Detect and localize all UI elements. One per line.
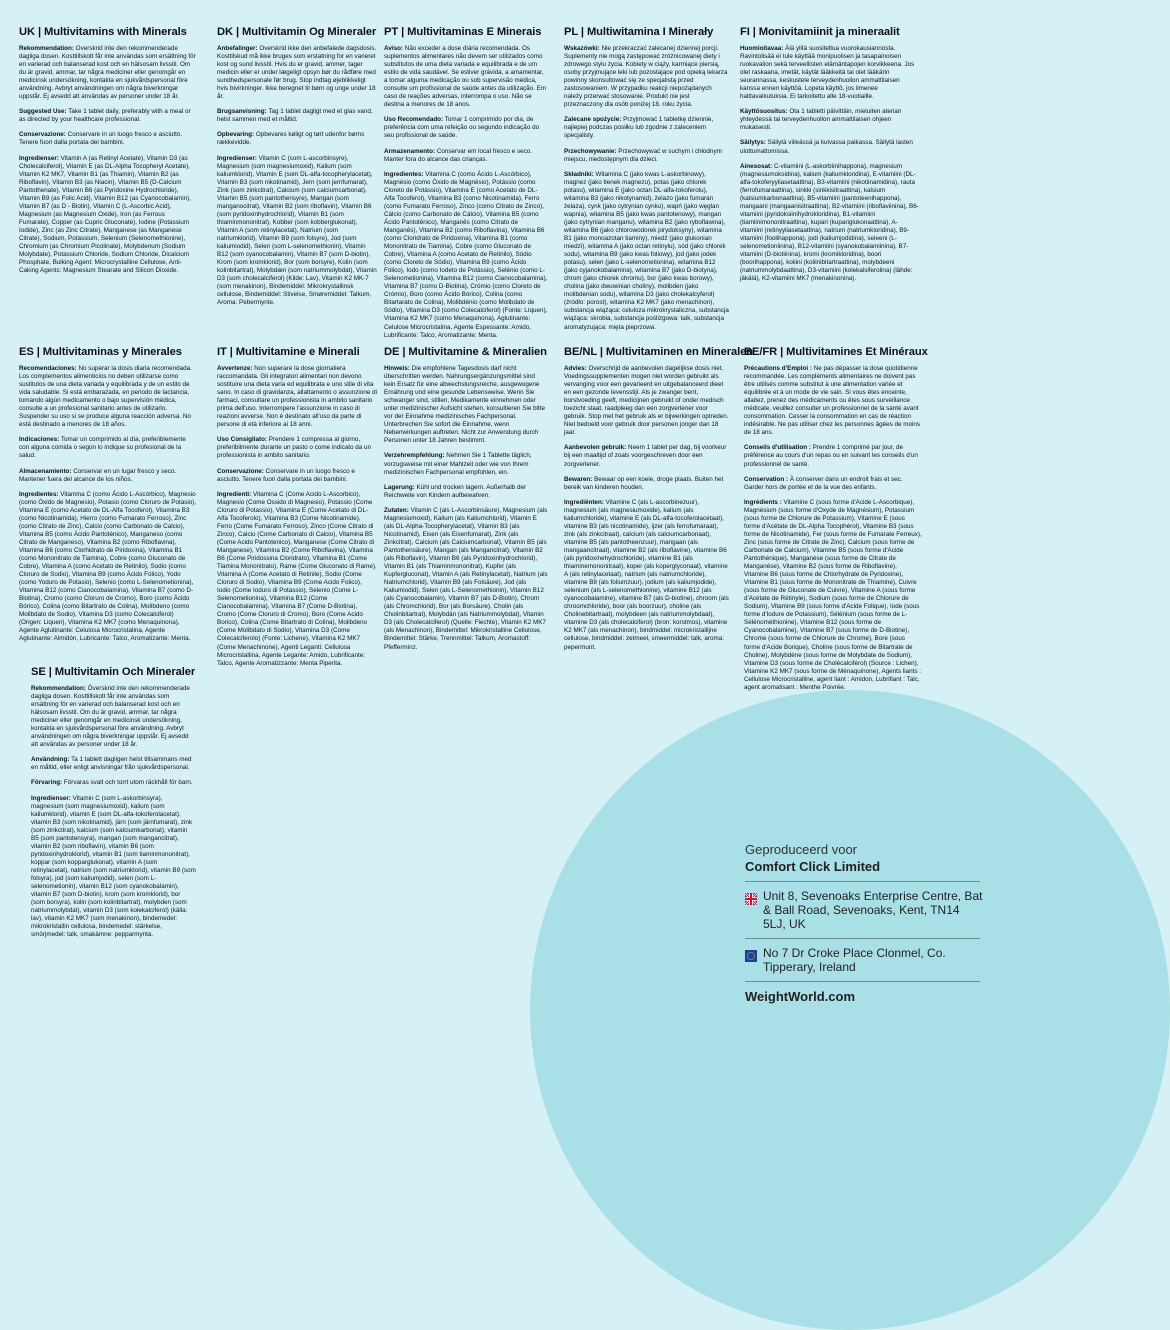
divider: [745, 881, 980, 882]
block-pt: [384, 26, 548, 346]
block-paragraph: Förvaring: Förvaras svalt och torrt utom räckhåll för barn.: [31, 779, 193, 787]
block-heading: BE/FR | Multivitamines Et Minéraux: [744, 346, 928, 358]
block-it: [217, 346, 377, 671]
block-paragraph: Suggested Use: Take 1 tablet daily, preferably with a meal or as directed by your healthcare professional.: [19, 108, 191, 124]
block-heading: SE | Multivitamin Och Mineraler: [31, 666, 196, 678]
block-paragraph: Ingredienser: Vitamin C (som L-ascorbinsyre), Magnesium (som magnesiumoxid), Kalium (som kaliumklorid), Vitamin E (som DL-alfa-tocopherylacetat), Vitamin B3 (som nikotinamid), Jern (som jernfumarat), Zink (som zinkcitrat), Calcium (som calciumcarbonat), Vitamin B5 (som pantothensyre), Mangan (som manganocitrat), Vitamin B2 (som riboflavin), Vitamin B6 (som pyridoxinhydrochlorid), Vitamin B1 (som thiaminmononitrat), Kobber (som kobberglukonat), Vitamin A (som retinylacetat), Natrium (som natriumklorid), Vitamin B9 (som folsyre), Jod (som kaliumiodid), Selen (som L-selenomethionin), Vitamin B12 (som cyanocobalamin), Vitamin B7 (som D-biotin), Krom (som kromklorid), Bor (som borsyre), Kolin (som kolinbitartrat), Molybdæn (som natriummolybdat), Vitamin D3 (som cholecalciferol) (Kilde: Lav), Vitamin K2 MK-7 (som menakinon), Bindemiddel: Mikrokrystallinsk cellulose, Bindemiddel: Stivelse, Smøremiddel: Talkum, Aroma: Pebermynte.: [217, 154, 377, 307]
website: WeightWorld.com: [745, 989, 856, 1004]
block-uk: [19, 26, 197, 346]
block-paragraph: Ainesosat: C-vitamiini (L-askorbiinihappona), magnesium (magnesiumoksidina), kalium (kaliumkloridina), E-vitamiini (DL-alfa-tokoferyyliasetaattina), B3-vitamiini (nikotiinamidina), rauta (ferrofumaraattina), sinkki (sinkkisitraattina), kalsium (kalsiumkarbonaattina), B5-vitamiini (pantoteenihappona), mangaani (mangaanisitraattina), B2-vitamiini (riboflaviinina), B6-vitamiini (pyridoksiinihydrokloridina), B1-vitamiini (tiamiinimononitraattina), kupari (kupariglukonaattina), A-vitamiini (retinyyliasetaattina), natrium (natriumkloridina), B9-vitamiini (foolihappona), jodi (kaliumjodidina), seleeni (L-selenometioniinina), B12-vitamiini (syanokobalamiinina), B7-vitamiini (D-biotiinina), kromi (kromikloridina), boori (boorihappona), koliini (koliinibitartraattina), molybdeeni (natriummolybdaattina), D3-vitamiini (kolekalsiferolina) (lähde: jäkälä), K2-vitamiini MK7 (menakinonina).: [740, 162, 919, 283]
block-heading: UK | Multivitamins with Minerals: [19, 26, 187, 38]
manufacturer-footer: [745, 842, 985, 1004]
block-paragraph: Ingredienti: Vitamina C (Come Acido L-Ascorbico), Magnesio (Come Ossido di Magnesio), Potassio (Come Cloruro di Potassio), Vitamina E (Come Acetato di DL-Alfa Tocoferolo), Vitamina B3 (Come Nicotinamide), Ferro (Come Fumarato Ferroso), Zinco (Come Citrato di Zinco), Calcio (Come Carbonato di Calcio), Vitamina B5 (Come Acido Pantotenico), Manganese (Come Citrato di Manganese), Vitamina B2 (Come Riboflavina), Vitamina B6 (Come Piridossina Cloridrato), Vitamina B1 (Come Tiamina Mononitrato), Rame (Come Gluconato di Rame), Vitamina A (Come Acetato di Retinile), Sodio (Come Cloruro di Sodio), Vitamina B9 (Come Acido Folico), Iodio (Come Ioduro di Potassio), Selenio (Come L-Selenometionina), Vitamina B12 (Come Cianocobalamina), Vitamina B7 (Come D-Biotina), Cromo (Come Cloruro di Cromo), Boro (Come Acido Borico), Colina (Come Bitartrato di Colina), Molibdeno (Come Molibdato di Sodio), Vitamina D3 (Come Colecalciferolo) (Fonte: Lichene), Vitamina K2 MK7 (Come Menachinone), Agenti Leganti: Cellulosa Microcristallina, Agente Legante: Amido, Lubrificante: Talco, Agente Aromatizzante: Menta Piperita.: [217, 490, 377, 667]
block-paragraph: Opbevaring: Opbevares køligt og tørt udenfor børns rækkevidde.: [217, 131, 365, 147]
block-paragraph: Zalecane spożycie: Przyjmować 1 tabletkę dziennie, najlepiej podczas posiłku lub zgodnie z zaleceniem specjalisty.: [564, 116, 714, 140]
block-paragraph: Ingrediënten: Vitamine C (als L-ascorbinezuur), magnesium (als magnesiumoxide), kalium (als kaliumchloride), vitamine E (als DL-alfa-tocoferolacetaat), vitamine B3 (als nicotinamide), ijzer (als ferrofumaraat), zink (als zinkcitraat), calcium (als calciumcarbonaat), vitamine B5 (als pantotheenzuur), mangaan (als mangaancitraat), vitamine B2 (als riboflavine), vitamine B6 (als pyridoxinehydrochloride), vitamine B1 (als thiaminemononitraat), koper (als koperglyconaat), vitamine A (als retinylacetaat), natrium (als natriumchloride), vitamine B9 (als foliumzuur), jodium (als kaliumjodide), selenium (als L-selenomethionine), vitamine B12 (als cyanocobalamine), vitamine B7 (als D-biotine), chroom (als chroomchloride), boor (als boorzuur), choline (als Cholinebitartraat), molybdeen (als natriummolybdaat), vitamine D3 (als cholecalciferol) (bron: korstmos), vitamine K2 MK7 (als menachinon), bindmiddel: microkristallijne cellulose, bindmiddel: zetmeel, smeermiddel: talk, aroma: pepermunt.: [564, 498, 729, 651]
block-paragraph: Aviso: Não exceder a dose diária recomendada. Os suplementos alimentares não devem ser utilizados como substitutos de uma dieta variada e equilibrada e de um estilo de vida saudável. Se estiver grávida, a amamentar, a tomar alguma medicação ou sob supervisão médica, consulte um profissional de saúde antes da utilização. Em caso de reações adversas, interrompa o uso. Não se destina a menores de 18 anos.: [384, 45, 547, 109]
block-es: [19, 346, 197, 666]
block-fi: [740, 26, 920, 346]
block-paragraph: Uso Consigliato: Prendere 1 compressa al giorno, preferibilmente durante un pasto o come indicato da un professionista in ambito sanitario.: [217, 436, 372, 460]
block-paragraph: Lagerung: Kühl und trocken lagern. Außerhalb der Reichweite von Kindern aufbewahren.: [384, 483, 527, 499]
block-paragraph: Conseils d'utilisation : Prendre 1 comprimé par jour, de préférence au cours d'un repas ou en suivant les conseils d'un professionnel de santé.: [744, 444, 918, 468]
block-paragraph: Säilytys: Säilytä viileässä ja kuivassa paikassa. Säilytä lasten ulottumattomissa.: [740, 139, 913, 155]
block-paragraph: Ingredienser: Vitamin A (as Retinyl Acetate), Vitamin D3 (as Cholecalciferol), Vitamin E (as DL-Alpha Tocopheryl Acetate), Vitamin K2 MK7, Vitamin B1 (as Thiamin), Vitamin B2 (as Riboflavin), Vitamin B3 (as Niacin), Vitamin B5 (D-Calcium Pantothenate), Vitamin B6 (as Pyridoxine Hydrochloride), Vitamin B9 (as Folic Acid), Vitamin B12 (as Cyanocobalamin), Vitamin B7 (as D - Biotin), Vitamin C (L-Ascorbic Acid), Magnesium (as Magnesium Oxide), Iron (as Ferrous Fumarate), Copper (as Cupric Gluconate), Iodine (Potassium Iodide), Zinc (as Zinc Citrate), Manganese (as Manganese Citrate), Sodium, Potassium, Selenium (Selenomethionine), Chromium (as Chromium Picolinate), Molybdenum (Sodium Molybdate), Potassium Chloride, Sodium Chloride, Dicalcium Phosphate, Bulking Agent: Microcrystalline Cellulose, Anti-Caking Agents: Magnesium Stearate and Silicon Dioxide.: [19, 154, 191, 275]
block-paragraph: Hinweis: Die empfohlene Tagesdosis darf nicht überschritten werden. Nahrungsergänzungsmittel sind kein Ersatz für eine abwechslungsreiche, ausgewogene Ernährung und eine gesunde Lebensweise. Wenn Sie schwanger sind, stillen, Medikamente einnehmen oder unter medizinischer Aufsicht stehen, konsultieren Sie bitte vor der Einnahme medizinisches Fachpersonal. Unterbrechen Sie sofort die Einnahme, wenn Nebenwirkungen auftreten. Nicht zur Anwendung durch Personen unter 18 Jahren bestimmt.: [384, 365, 546, 445]
block-se: [31, 666, 196, 991]
block-be-fr: [744, 346, 928, 711]
block-heading: PL | Multiwitamina I Minerały: [564, 26, 714, 38]
uk-address: Unit 8, Sevenoaks Enterprise Centre, Bat & Ball Road, Sevenoaks, Kent, TN14 5LJ, UK: [763, 889, 983, 931]
block-heading: ES | Multivitaminas y Minerales: [19, 346, 182, 358]
eu-flag-icon: [745, 949, 757, 961]
block-heading: DE | Multivitamine & Mineralien: [384, 346, 547, 358]
block-paragraph: Avvertenze: Non superare la dose giornaliera raccomandata. Gli integratori alimentari non devono sostituire una dieta varia ed equilibrata e uno stile di vita sano. In caso di gravidanza, allattamento o assunzione di farmaci, consultare un professionista in ambito sanitario prima dell'uso. Interrompere l'assunzione in caso di reazioni avverse. Non è destinato all'uso da parte di persone di età inferiore ai 18 anni.: [217, 365, 377, 429]
block-paragraph: Przechowywanie: Przechowywać w suchym i chłodnym miejscu, niedostępnym dla dzieci.: [564, 147, 722, 163]
block-paragraph: Recomendaciones: No superar la dosis diaria recomendada. Los complementos alimenticios no deben utilizarse como sustitutos de una dieta variada y equilibrada y de un estilo de vida saludable. Si está embarazada, en periodo de lactancia, tomando algún medicamento o bajo supervisión médica, consulte a un profesional sanitario antes de utilizarlo. Suspender su uso si se produce alguna reacción adversa. No está destinado a menores de 18 años.: [19, 365, 192, 429]
block-paragraph: Advies: Overschrijd de aanbevolen dagelijkse dosis niet. Voedingssupplementen mogen niet worden gebruikt als vervanging voor een gevarieerd en uitgebalanceerd dieet en een gezonde levensstijl. Als je zwanger bent, borstvoeding geeft, medicijnen gebruikt of onder medisch toezicht staat, raadpleeg dan een zorgverlener voor gebruik. Stop met het gebruik als er bijwerkingen optreden. Niet bedoeld voor gebruik door personen jonger dan 18 jaar.: [564, 365, 729, 437]
block-de: [384, 346, 548, 671]
block-heading: PT | Multivitaminas E Minerais: [384, 26, 542, 38]
block-paragraph: Ingredienser: Vitamin C (som L-askorbinsyra), magnesium (som magnesiumoxid), kalium (som kaliumklorid), vitamin E (som DL-alfa-tokoferolacetat), vitamin B3 (som nikotinamid), järn (som järnfumarat), zink (som zinkcitrat), kalcium (som kalciumkarbonat), vitamin B5 (som pantotensyra), mangan (som mangancitrat), vitamin B2 (som riboflavin), vitamin B6 (som pyridoxinhydroklorid), vitamin B1 (som tiaminmononitrat), koppar (som kopparglukonat), vitamin A (som retinylacetat), natrium (som natriumklorid), vitamin B9 (som folsyra), jod (som kaliumjodid), selen (som L-selenometionin), vitamin B12 (som cyanokobalamin), vitamin B7 (som D-biotin), krom (som kromklorid), bor (som borsyra), kolin (som kolinbitartrat), molybden (som natriummolybdat), vitamin D3 (som kolekalciferol) (källa: lav), vitamin K2 MK7 (som menakinon), bindemedel: mikrokristallin cellulosa, bindemedel: stärkelse, smörjmedel: talk, smakämne: pepparmynta.: [31, 794, 196, 939]
block-paragraph: Käyttösuositus: Ota 1 tabletti päivittäin, mieluiten aterian yhteydessä tai terveydenhuollon ammattilaisen ohjeen mukaisesti.: [740, 108, 902, 132]
block-paragraph: Indicaciones: Tomar un comprimido al día, preferiblemente con alguna comida o según lo indique su profesional de la salud.: [19, 436, 186, 460]
divider: [745, 981, 980, 982]
block-heading: IT | Multivitamine e Minerali: [217, 346, 360, 358]
ie-address: No 7 Dr Croke Place Clonmel, Co. Tipperary, Ireland: [763, 946, 946, 974]
block-paragraph: Brugsanvisning: Tag 1 tablet dagligt med et glas vand, helst sammen med et måltid.: [217, 108, 373, 124]
block-paragraph: Ingredientes: Vitamina C (como Ácido L-Ascórbico), Magnésio (como Óxido de Magnésio), Potássio (como Cloreto de Potássio), Vitamina E (como Acetato de DL-Alfa Tocoferol), Vitamina B3 (como Nicotinamida), Ferro (como Fumarato Ferroso), Zinco (como Citrato de Zinco), Cálcio (como Carbonato de Cálcio), Vitamina B5 (como Ácido Pantotênico), Manganês (como Citrato de Manganês), Vitamina B2 (como Riboflavina), Vitamina B6 (como Cloridrato de Piridoxina), Vitamina B1 (como Mononitrato de Tiamina), Cobre (como Gluconato de Cobre), Vitamina A (como Acetato de Retinilo), Sódio (como Cloreto de Sódio), Vitamina B9 (como Ácido Fólico), Iodo (como Iodeto de Potássio), Selénio (como L-Selenometionina), Vitamina B12 (como Cianocobalamina), Vitamina B7 (como D-Biotina), Crómio (como Cloreto de Crómio), Boro (como Ácido Bórico), Colina (como Bitartarato de Colina), Molibdénio (como Molibdato de Sódio), Vitamina D3 (como Colecalciferol) (Fonte: Líquen), Vitamina K2 MK7 (como Menaquinona), Aglutinante: Celulose Microcristalina, Agente Espessante: Amido, Lubrificante: Talco, Aromatizante: Menta.: [384, 170, 548, 339]
block-paragraph: Verzehrempfehlung: Nehmen Sie 1 Tablette täglich, vorzugsweise mit einer Mahlzeit oder wie von Ihrem medizinischen Fachpersonal empfohlen, ein.: [384, 452, 532, 476]
block-paragraph: Zutaten: Vitamin C (als L-Ascorbinsäure), Magnesium (als Magnesiumoxid), Kalium (als Kaliumchlorid), Vitamin E (als DL-Alpha-Tocopherylacetat), Vitamin B3 (als Nicotinamid), Eisen (als Eisenfumarat), Zink (als Zinkcitrat), Calcium (als Calciumcarbonat), Vitamin B5 (als Pantothensäure), Mangan (als Mangancitrat), Vitamin B2 (als Riboflavin), Vitamin B6 (als Pyridoxinhydrochlorid), Vitamin B1 (als Thiaminmononitrat), Kupfer (als Kupfergluconat), Vitamin A (als Retinylacetat), Natrium (als Natriumchlorid), Vitamin B9 (als Folsäure), Jod (als Kaliumiodid), Selen (als L-Selenomethionin), Vitamin B12 (als Cyanocobalamin), Vitamin B7 (als D-Biotin), Chrom (als Chromchlorid), Bor (als Borsäure), Cholin (als Cholinbitartrat), Molybdän (als Natriummolybdat), Vitamin D3 (als Cholecalciferol) (Quelle: Flechte), Vitamin K2 MK7 (als Menachinon), Bindemittel: Mikrokristalline Cellulose, Bindemittel: Stärke, Trennmittel: Talkum, Aromastoff: Pfefferminz.: [384, 506, 548, 651]
block-paragraph: Składniki: Witamina C (jako kwas L-askorbinowy), magnez (jako tlenek magnezu), potas (jako chlorek potasu), witamina E (jako octan DL-alfa-tokoferolu), witamina B3 (jako nikotynamid), żelazo (jako fumaran żelaza), cynk (jako cytrynian cynku), wapń (jako węglan wapnia), witamina B5 (jako kwas pantotenowy), mangan (jako cytrynian manganu), witamina B2 (jako ryboflawina), witamina B6 (jako chlorowodorek pirydoksyny), witamina B1 (jako monoazotan tiaminy), miedź (jako glukonian miedzi), witamina A (jako octan retinylu), sód (jako chlorek sodu), witamina B9 (jako kwas foliowy), jod (jako jodek potasu), selen (jako L-selenometionina), witamina B12 (jako cyjanokobalamina), witamina B7 (jako D-biotyna), chrom (jako chlorek chromu), bor (jako kwas borowy), cholina (jako dwuwinian choliny), molibden (jako molibdenian sodu), witamina D3 (jako cholekalcyferol) (źródło: porost), witamina K2 MK7 (jako menachinon), substancja wiążąca: celuloza mikrokrystaliczna, substancja wiążąca: skrobia, substancja poślizgowa: talk, substancja aromatyzująca: mięta pieprzowa.: [564, 170, 729, 331]
block-paragraph: Rekommendation: Överskrid inte den rekommenderade dagliga dosen. Kosttillskott får inte användas som ersättning för en varierad och balanserad kost och en hälsosam livsstil. Om du är gravid, ammar, tar några mediciner eller genomgår en medicinsk undersökning, kontakta en sjukvårdspersonal före användning. Avbryt användningen om några biverkningar uppstår. Ej avsedd att användas av personer under 18 år.: [31, 685, 190, 749]
block-heading: DK | Multivitamin Og Mineraler: [217, 26, 377, 38]
block-paragraph: Ingrédients : Vitamine C (sous forme d'Acide L-Ascorbique), Magnésium (sous forme d'Oxyde de Magnésium), Potassium (sous forme de Chlorure de Potassium), Vitamine E (sous forme d'Acétate de DL-Alpha Tocophérol), Vitamine B3 (sous forme de Nicotinamide), Fer (sous forme de Fumarate Ferreux), Zinc (sous forme de Citrate de Zinc), Calcium (sous forme de Carbonate de Calcium), Vitamine B5 (sous forme d'Acide Pantothénique), Manganèse (sous forme de Citrate de Manganèse), Vitamine B2 (sous forme de Riboflavine), Vitamine B6 (sous forme de Chlorhydrate de Pyridoxine), Vitamine B1 (sous forme de Mononitrate de Thiamine), Cuivre (sous forme de Gluconate de Cuivre), Vitamine A (sous forme d'Acétate de Rétinyle), Sodium (sous forme de Chlorure de Sodium), Vitamine B9 (sous forme d'Acide Folique), Iode (sous forme d'Iodure de Potassium), Sélénium (sous forme de L-Sélénométhionine), Vitamine B12 (sous forme de Cyanocobalamine), Vitamine B7 (sous forme de D-Biotine), Chrome (sous forme de Chlorure de Chrome), Bore (sous forme d'Acide Borique), Choline (sous forme de Bitartrate de Choline), Molybdène (sous forme de Molybdate de Sodium), Vitamine D3 (sous forme de Cholécalciférol) (Source : Lichen), Vitamine K2 MK7 (sous forme de Ménaquinone), Agents liants : Cellulose Microcristalline, agent liant : Amidon, Lubrifiant : Talc, agent aromatisant : Menthe Poivrée.: [744, 498, 922, 691]
block-paragraph: Uso Recomendado: Tomar 1 comprimido por dia, de preferência com uma refeição ou segundo indicação do seu profissional de saúde.: [384, 116, 540, 140]
block-paragraph: Ingredientes: Vitamina C (como Ácido L-Ascórbico), Magnesio (como Óxido de Magnesio), Potasio (como Cloruro de Potasio), Vitamina E (como Acetato de DL-Alfa Tocoferol), Vitamina B3 (como Nicotinamida), Hierro (como Fumarato Ferroso), Zinc (como Citrato de Zinc), Calcio (como Carbonato de Calcio), Vitamina B5 (como Ácido Pantoténico), Manganeso (como Citrato de Manganeso), Vitamina B2 (como Riboflavina), Vitamina B6 (como Clorhidrato de Piridoxina), Vitamina B1 (como Mononitrato de Tiamina), Cobre (como Gluconato de Cobre), Vitamina A (como Acetato de Retinilo), Sodio (como Cloruro de Sodio), Vitamina B9 (como Ácido Fólico), Yodo (como Yoduro de Potasio), Selenio (como L-Selenometionina), Vitamina B12 (como Cianocobalamina), Vitamina B7 (como D-Biotina), Cromo (como Cloruro de Cromo), Boro (como Ácido Bórico), Colina (como Bitartrato de Colina), Molibdeno (como Molibdato de Sodio), Vitamina D3 (como Colecalciferol) (Origen: Liquen), Vitamina K2 MK7 (como Menaquinona), Agente Aglutinante: Celulosa Microcristalina, Agente Aglutinante: Almidón, Lubricante: Talco, Aromatizante: Menta.: [19, 490, 197, 643]
block-paragraph: Wskazówki: Nie przekraczać zalecanej dziennej porcji. Suplementy nie mogą zastępować zróżnicowanej diety i zdrowego stylu życia. Kobiety w ciąży, karmiące piersią, osoby przyjmujące leki lub pozostające pod opieką lekarza powinny skonsultować się ze specjalistą przed zastosowaniem. W przypadku reakcji niepożądanych należy przerwać stosowanie. Produkt nie jest przeznaczony dla osób poniżej 18. roku życia.: [564, 45, 728, 109]
block-paragraph: Conservation : À conserver dans un endroit frais et sec. Garder hors de portée et de la vue des enfants.: [744, 475, 903, 491]
block-paragraph: Conservazione: Conservare in un luogo fresco e asciutto. Tenere fuori dalla portata dei bambini.: [19, 131, 183, 147]
block-heading: FI | Monivitamiinit ja mineraalit: [740, 26, 900, 38]
uk-address-row: [745, 889, 985, 931]
block-paragraph: Conservazione: Conservare in un luogo fresco e asciutto. Tenere fuori dalla portata dei bambini.: [217, 467, 355, 483]
block-paragraph: Användning: Ta 1 tablett dagligen helst tillsammans med en måltid, eller enligt anvisningar från sjukvårdspersonal.: [31, 756, 192, 772]
block-paragraph: Bewaren: Bewaar op een koele, droge plaats. Buiten het bereik van kinderen houden.: [564, 475, 724, 491]
block-paragraph: Armazenamento: Conservar em local fresco e seco. Manter fora do alcance das crianças.: [384, 147, 533, 163]
block-dk: [217, 26, 377, 346]
block-paragraph: Anbefalinger: Overskrid ikke den anbefalede dagsdosis. Kosttilskud må ikke bruges som erstatning for en varieret kost og sund livsstil. Hvis du er gravid, ammer, tager medicin eller er under lægeligt opsyn bør du rådføre med sundhedspersonale før brug. Stop indtag øjeblikkeligt hvis bivirkninger. Ikke beregnet til børn og unge under 18 år.: [217, 45, 377, 101]
block-paragraph: Précautions d'Emploi : Ne pas dépasser la dose quotidienne recommandée. Les compléments alimentaires ne doivent pas être utilisés comme substitut à une alimentation variée et équilibrée et à un mode de vie sain. Si vous êtes enceinte, allaitez, prenez des médicaments ou êtes sous surveillance médicale, veuillez consulter un professionnel de la santé avant consommation. Cesser la consommation en cas de réaction indésirable. Ne pas utiliser chez les personnes âgées de moins de 18 ans.: [744, 365, 921, 437]
decorative-circle: [530, 690, 1170, 1330]
produced-for-label: Geproduceerd voor: [745, 842, 858, 857]
ie-address-row: [745, 946, 985, 974]
block-paragraph: Aanbevolen gebruik: Neem 1 tablet per dag, bij voorkeur bij een maaltijd of zoals voorgeschreven door een zorgverlener.: [564, 444, 727, 468]
company-name: Comfort Click Limited: [745, 859, 881, 874]
block-paragraph: Rekommendation: Overskrid inte den rekommenderade dagliga dosen. Kosttillskott får inte användas som ersättning för en varierad och balanserad kost och en hälsosam livsstil. Om du är gravid, ammar, tar några mediciner eller genomgår en medicinsk undersökning, kontakta en sjukvårdspersonal före användning. Avbryt användningen om några biverkningar uppstår. Ej avsedd att användas av personer under 18 år.: [19, 45, 196, 101]
block-paragraph: Huomioitavaa: Älä ylitä suositeltua vuorokausiannosta. Ravintolisää ei tule käyttää monipuolisen ja tasapainoisen ruokavalion sekä terveellisten elämäntapojen korvikkeena. Jos olet raskaana, imetät, käytät lääkkeitä tai olet lääkärin seurannassa, keskustele terveydenhuollon ammattilaisen kanssa ennen käyttöä. Lopeta käyttö, jos ilmenee haittavaikutuksia. Ei tarkoitettu alle 18-vuotiaille.: [740, 45, 915, 101]
block-pl: [564, 26, 729, 346]
block-be-nl: [564, 346, 754, 671]
block-paragraph: Almacenamiento: Conservar en un lugar fresco y seco. Mantener fuera del alcance de los niños.: [19, 467, 177, 483]
block-heading: BE/NL | Multivitaminen en Mineralen: [564, 346, 754, 358]
uk-flag-icon: [745, 892, 757, 904]
divider: [745, 938, 980, 939]
